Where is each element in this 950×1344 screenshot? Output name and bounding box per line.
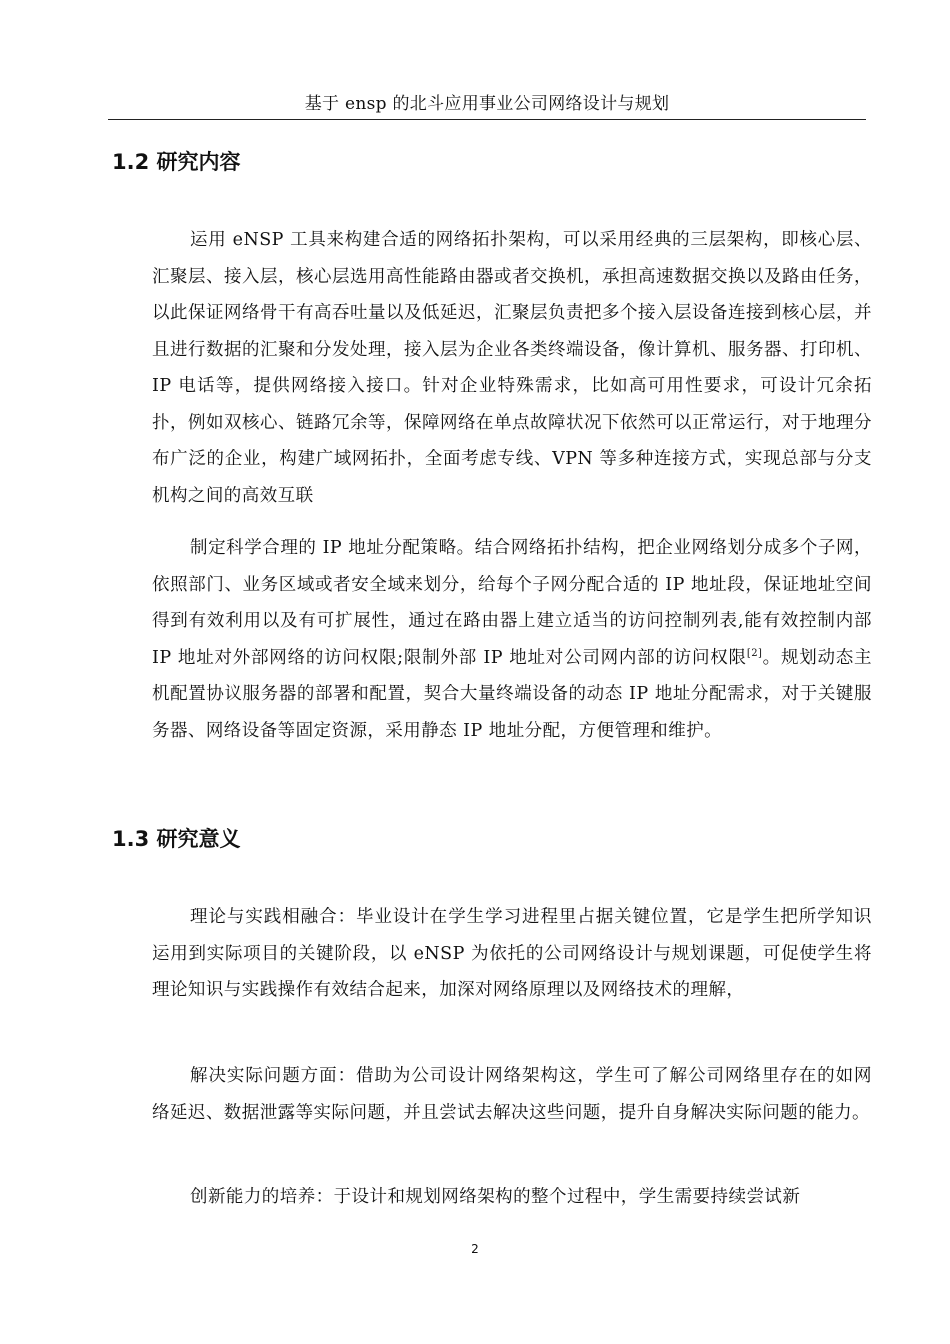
- paragraph-significance-3: 创新能力的培养：于设计和规划网络架构的整个过程中，学生需要持续尝试新: [190, 1187, 801, 1207]
- citation-reference: [2]: [746, 647, 763, 659]
- paragraph-text: 制定科学合理的 IP 地址分配策略。结合网络拓扑结构，把企业网络划分成多个子网，依照部门、业务区域或者安全域来划分，给每个子网分配合适的 IP 地址段，保证地址空间得到有效利用以及有可扩展性，通过在路由器上建立适当的访问控制列表,能有效控制内部 IP 地址对外部网络的访问权限;限制外部 IP 地址对公司网内部的访问权限: [152, 538, 872, 668]
- paragraph-research-content-1: 运用 eNSP 工具来构建合适的网络拓扑架构，可以采用经典的三层架构，即核心层、汇聚层、接入层，核心层选用高性能路由器或者交换机，承担高速数据交换以及路由任务，以此保证网络骨干有高吞吐量以及低延迟，汇聚层负责把多个接入层设备连接到核心层，并且进行数据的汇聚和分发处理，接入层为企业各类终端设备，像计算机、服务器、打印机、IP 电话等，提供网络接入接口。针对企业特殊需求，比如高可用性要求，可设计冗余拓扑，例如双核心、链路冗余等，保障网络在单点故障状况下依然可以正常运行，对于地理分布广泛的企业，构建广域网拓扑，全面考虑专线、VPN 等多种连接方式，实现总部与分支机构之间的高效互联: [152, 230, 872, 506]
- page-number: 2: [471, 1242, 479, 1256]
- page-header: 基于 ensp 的北斗应用事业公司网络设计与规划: [108, 92, 866, 120]
- section-heading-1-2: 1.2 研究内容: [112, 150, 241, 174]
- section-heading-1-3: 1.3 研究意义: [112, 827, 241, 851]
- paragraph-text-continued: 。规划动态主机配置协议服务器的部署和配置，契合大量终端设备的动态 IP 地址分配需求，对于关键服务器、网络设备等固定资源，采用静态 IP 地址分配，方便管理和维护。: [152, 647, 873, 741]
- paragraph-research-content-2: [152, 530, 872, 749]
- paragraph-significance-2: 解决实际问题方面：借助为公司设计网络架构这，学生可了解公司网络里存在的如网络延迟、数据泄露等实际问题，并且尝试去解决这些问题，提升自身解决实际问题的能力。: [152, 1066, 872, 1123]
- paragraph-significance-1: 理论与实践相融合：毕业设计在学生学习进程里占据关键位置，它是学生把所学知识运用到实际项目的关键阶段，以 eNSP 为依托的公司网络设计与规划课题，可促使学生将理论知识与实践操作有效结合起来，加深对网络原理以及网络技术的理解，: [152, 907, 872, 1000]
